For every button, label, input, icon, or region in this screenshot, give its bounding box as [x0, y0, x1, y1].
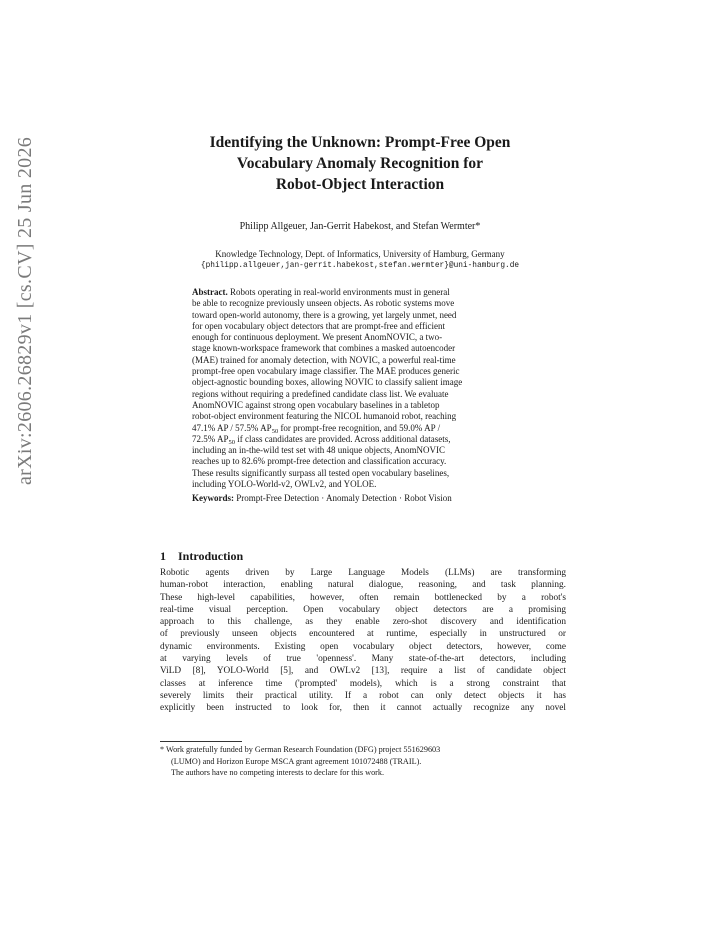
abstract-line: These results significantly surpass all tested open vocabulary baselines, — [192, 467, 450, 478]
intro-line: at varying levels of true 'openness'. Many state-of-the-art detectors, including — [160, 654, 566, 665]
abstract-line: AnomNOVIC against strong open vocabulary baselines in a tabletop — [192, 399, 440, 410]
introduction-body — [160, 567, 566, 715]
abstract-line: reaches up to 82.6% prompt-free detection and classification accuracy. — [192, 456, 447, 467]
abstract-line: prompt-free open vocabulary image classifier. The MAE produces generic — [192, 366, 460, 377]
title-line: Robot-Object Interaction — [275, 176, 445, 193]
intro-line: real-time visual perception. Open vocabulary object detectors are a promising — [160, 604, 566, 615]
abstract-line: stage known-workspace framework that combines a masked autoencoder — [192, 343, 456, 354]
abstract-text: Robots operating in real-world environments must in general — [230, 287, 450, 297]
intro-line: These high-level capabilities, however, often remain bottlenecked by a robot's — [160, 592, 566, 603]
abstract-block — [192, 287, 537, 505]
footnote-line: (LUMO) and Horizon Europe MSCA grant agreement 101072488 (TRAIL). — [171, 756, 422, 766]
abstract-label: Abstract. — [192, 287, 228, 297]
paper-title — [160, 132, 560, 195]
abstract-line: toward open-world autonomy, there is a growing, yet largely unmet, need — [192, 309, 457, 320]
abstract-line: enough for continuous deployment. We present AnomNOVIC, a two- — [192, 332, 443, 343]
intro-line: approach to this challenge, as they enable zero-shot discovery and identification — [160, 617, 566, 628]
footnote-rule — [160, 741, 242, 742]
author-emails: {philipp.allgeuer,jan-gerrit.habekost,stefan.wermter}@uni-hamburg.de — [200, 262, 520, 270]
abstract-line — [192, 287, 537, 298]
keywords-line — [192, 493, 537, 504]
intro-line: severely limits their practical utility. If a robot can only detect objects it has — [160, 690, 566, 701]
intro-line: human-robot interaction, enabling natural dialogue, reasoning, and task planning. — [160, 580, 566, 591]
keywords-label: Keywords: — [192, 493, 234, 504]
intro-line: ViLD [8], YOLO-World [5], and OWLv2 [13], require a list of candidate object — [160, 666, 566, 677]
footnote-line: * Work gratefully funded by German Research Foundation (DFG) project 551629603 — [160, 745, 441, 754]
intro-line: of previously unseen objects encountered at runtime, especially in unstructured or — [160, 629, 566, 640]
abstract-line: for open vocabulary object detectors that are prompt-free and efficient — [192, 320, 445, 331]
abstract-line: 47.1% AP / 57.5% $AP_{50}$ for prompt-free recognition, and 59.0% AP / — [192, 422, 441, 435]
section-number: 1 — [160, 549, 166, 563]
intro-line: explicitly been instructed to look for, then it cannot actually recognize any novel — [160, 703, 566, 714]
section-heading — [160, 549, 243, 564]
title-line: Vocabulary Anomaly Recognition for — [236, 155, 484, 172]
section-title: Introduction — [178, 549, 244, 563]
abstract-line: including YOLO-World-v2, OWLv2, and YOLOE. — [192, 479, 377, 490]
footnote — [160, 744, 570, 779]
author-list: Philipp Allgeuer, Jan-Gerrit Habekost, and Stefan Wermter* — [239, 221, 481, 232]
abstract-line: object-agnostic bounding boxes, allowing NOVIC to classify salient image — [192, 377, 463, 388]
keywords-text: Prompt-Free Detection · Anomaly Detection · Robot Vision — [236, 493, 452, 504]
abstract-line: regions without requiring a predefined candidate class list. We evaluate — [192, 388, 449, 399]
abstract-line: (MAE) trained for anomaly detection, with NOVIC, a powerful real-time — [192, 354, 456, 365]
arxiv-side-stamp: arXiv:2606.26829v1 [cs.CV] 25 Jun 2026 — [14, 136, 36, 485]
abstract-line: robot-object environment featuring the NICOL humanoid robot, reaching — [192, 411, 457, 422]
intro-line: Robotic agents driven by Large Language Models (LLMs) are transforming — [160, 568, 566, 578]
title-line: Identifying the Unknown: Prompt-Free Open — [209, 134, 511, 151]
intro-line: classes at inference time ('prompted' models), which is a strong constraint that — [160, 678, 566, 689]
abstract-line: be able to recognize previously unseen objects. As robotic systems move — [192, 298, 455, 309]
intro-line: dynamic environments. Existing open vocabulary object detectors, however, come — [160, 641, 566, 652]
affiliation: Knowledge Technology, Dept. of Informatics, University of Hamburg, Germany — [215, 249, 505, 259]
abstract-line: including an in-the-wild test set with 48 unique objects, AnomNOVIC — [192, 445, 445, 456]
abstract-line: 72.5% $AP_{50}$ if class candidates are provided. Across additional datasets, — [192, 433, 451, 446]
footnote-line: The authors have no competing interests to declare for this work. — [171, 768, 385, 777]
